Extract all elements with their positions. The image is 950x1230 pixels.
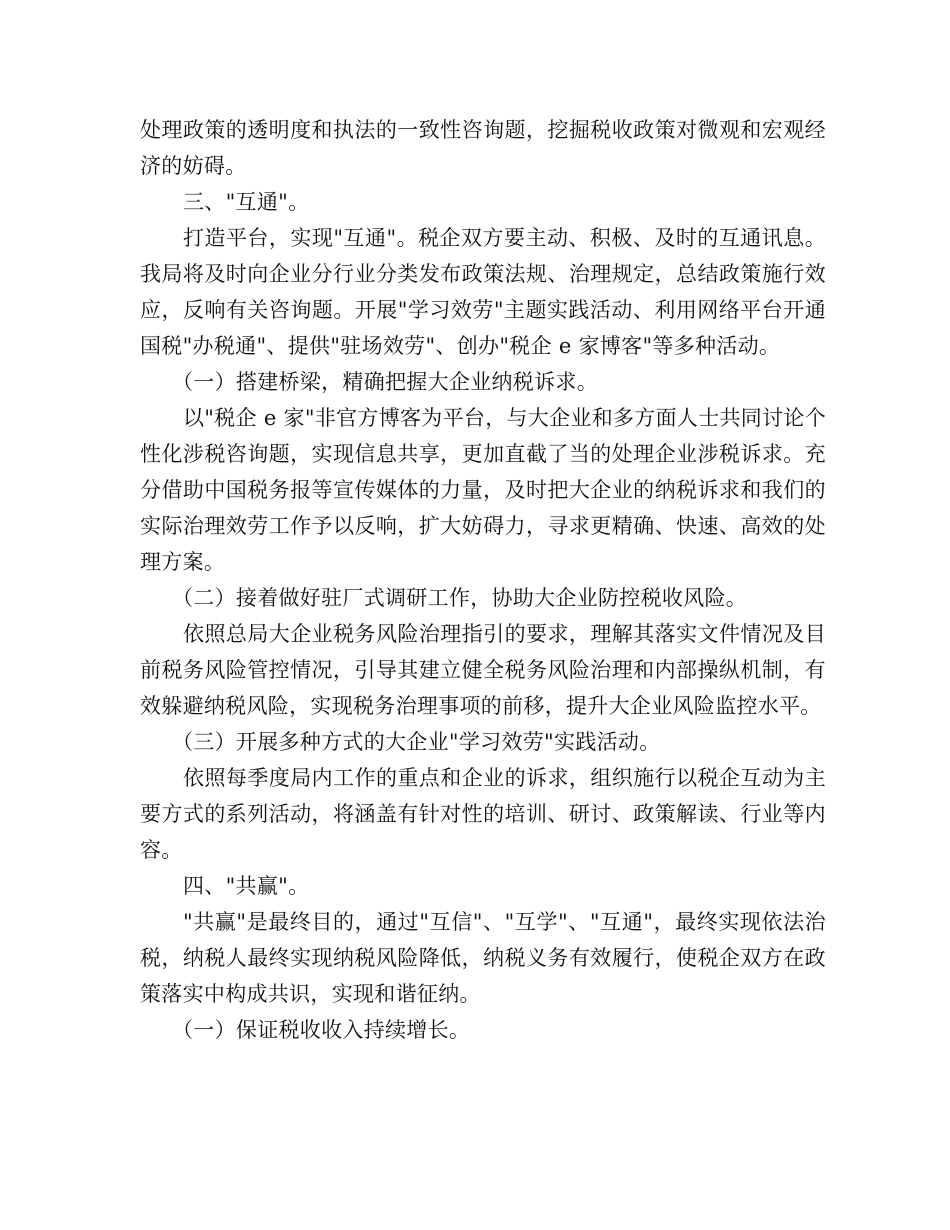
document-body [140, 112, 826, 1048]
section-heading-3: 三、"互通"。 [183, 190, 310, 214]
subsection-heading: （一）保证税收收入持续增长。 [172, 1018, 471, 1042]
subsection-heading: （一）搭建桥梁，精确把握大企业纳税诉求。 [172, 370, 598, 394]
paragraph-body: 打造平台，实现"互通"。税企双方要主动、积极、及时的互通讯息。我局将及时向企业分行业分类发布政策法规、治理规定，总结政策施行效应，反响有关咨询题。开展"学习效劳"主题实践活动、利用网络平台开通国税"办税通"、提供"驻场效劳"、创办"税企 e 家博客"等多种活动。 [140, 226, 826, 358]
paragraph-body: 以"税企 e 家"非官方博客为平台，与大企业和多方面人士共同讨论个性化涉税咨询题，实现信息共享，更加直截了当的处理企业涉税诉求。充分借助中国税务报等宣传媒体的力量，及时把大企业的纳税诉求和我们的实际治理效劳工作予以反响，扩大妨碍力，寻求更精确、快速、高效的处理方案。 [140, 406, 826, 574]
subsection-heading: （二）接着做好驻厂式调研工作，协助大企业防控税收风险。 [172, 586, 748, 610]
paragraph-continuation: 处理政策的透明度和执法的一致性咨询题，挖掘税收政策对微观和宏观经济的妨碍。 [140, 118, 826, 178]
subsection-heading: （三）开展多种方式的大企业"学习效劳"实践活动。 [172, 730, 661, 754]
paragraph-body: 依照总局大企业税务风险治理指引的要求，理解其落实文件情况及目前税务风险管控情况，引导其建立健全税务风险治理和内部操纵机制，有效躲避纳税风险，实现税务治理事项的前移，提升大企业风险监控水平。 [140, 622, 826, 718]
section-heading-4: 四、"共赢"。 [183, 874, 310, 898]
paragraph-body: "共赢"是最终目的，通过"互信"、"互学"、"互通"，最终实现依法治税，纳税人最终实现纳税风险降低，纳税义务有效履行，使税企双方在政策落实中构成共识，实现和谐征纳。 [140, 910, 826, 1006]
paragraph-body: 依照每季度局内工作的重点和企业的诉求，组织施行以税企互动为主要方式的系列活动，将涵盖有针对性的培训、研讨、政策解读、行业等内容。 [140, 766, 826, 862]
